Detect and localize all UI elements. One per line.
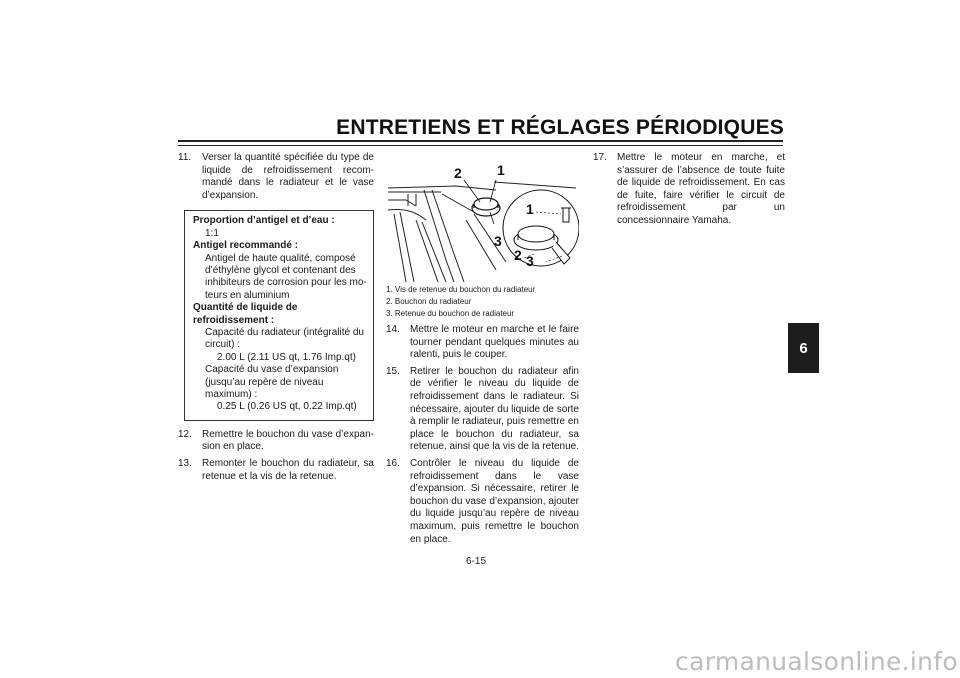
watermark: carmanualsonline.info xyxy=(675,647,958,676)
step-text: Verser la quantité spécifiée du type de liquide de refroidissement recommandé dans le radiateur et le vase d’expansion. xyxy=(202,152,374,201)
step-number: 13. xyxy=(178,458,192,470)
step-number: 12. xyxy=(178,428,192,440)
spec-antifreeze-label: Antigel recommandé : xyxy=(193,240,299,252)
detail-callout-2: 2 xyxy=(514,247,522,263)
column-right xyxy=(593,152,785,232)
spec-ratio-label: Proportion d’antigel et d’eau : xyxy=(193,215,335,227)
spec-quantity-label-1: Quantité de liquide de xyxy=(193,302,298,314)
spec-radiator-value: 2.00 L (2.11 US qt, 1.76 Imp.qt) xyxy=(217,351,356,363)
radiator-cap-drawing xyxy=(386,150,579,282)
step-12 xyxy=(178,429,374,454)
callout-3: 3 xyxy=(494,233,502,249)
step-text: Retirer le bouchon du radiateur afin de vérifier le niveau du liquide de refroidissement dans le radiateur. Si nécessaire, ajouter du liquide de sorte à remplir le radiateur, puis remettre en place le bouchon du radiateur, sa retenue, ainsi que la vis de la retenue. xyxy=(410,365,579,453)
spec-quantity-label-2: refroidissement : xyxy=(193,314,275,326)
column-middle xyxy=(386,150,579,550)
figure-caption xyxy=(386,284,579,320)
step-15 xyxy=(386,366,579,454)
chapter-tab: 6 xyxy=(788,323,819,373)
radiator-cap-illustration xyxy=(386,150,579,282)
header-rule-thin xyxy=(178,145,783,146)
detail-callout-1: 1 xyxy=(526,201,534,217)
step-text: Remonter le bouchon du radiateur, sa retenue et la vis de la retenue. xyxy=(202,458,374,482)
callout-2: 2 xyxy=(454,165,462,181)
step-number: 16. xyxy=(386,457,400,469)
detail-callout-3: 3 xyxy=(526,253,534,269)
step-text: Mettre le moteur en marche et le faire tourner pendant quelques minutes au ralenti, puis le couper. xyxy=(410,324,579,361)
step-16 xyxy=(386,458,579,546)
step-17 xyxy=(593,152,785,228)
step-14 xyxy=(386,324,579,362)
callout-1: 1 xyxy=(497,162,505,178)
caption-line-3: 3. Retenue du bouchon de radiateur xyxy=(386,309,515,318)
specification-box xyxy=(184,210,374,421)
step-number: 11. xyxy=(178,152,192,163)
caption-line-2: 2. Bouchon du radiateur xyxy=(386,297,472,306)
step-number: 14. xyxy=(386,324,400,335)
step-text: Contrôler le niveau du liquide de refroidissement dans le vase d’expansion. Si nécessaire, retirer le bouchon du vase d’expansion, ajouter du liquide jusqu’au repère de niveau maximum, puis remettre le bouchon en place. xyxy=(410,457,579,545)
page-number: 6-15 xyxy=(466,556,487,567)
step-number: 17. xyxy=(593,152,607,163)
spec-ratio-value: 1:1 xyxy=(205,227,219,239)
step-text: Mettre le moteur en marche, et s’assurer de l’absence de toute fuite de liquide de refroidissement. En cas de fuite, faire vérifier le circuit de refroidissement par un concessionnaire Yamaha. xyxy=(617,152,785,226)
step-number: 15. xyxy=(386,365,400,377)
page-header-title: ENTRETIENS ET RÉGLAGES PÉRIODIQUES xyxy=(336,116,784,139)
caption-line-1: 1. Vis de retenue du bouchon du radiateur xyxy=(386,285,536,294)
spec-reservoir-value: 0.25 L (0.26 US qt, 0.22 Imp.qt) xyxy=(217,401,357,413)
spec-reservoir-capacity: Capacité du vase d’expansion (jusqu’au repère de niveau maximum) : xyxy=(205,364,339,401)
spec-radiator-capacity: Capacité du radiateur (intégralité du circuit) : xyxy=(205,327,364,351)
spec-antifreeze-value: Antigel de haute qualité, composé d’éthylène glycol et contenant des inhibiteurs de corrosion pour les moteurs en aluminium xyxy=(205,252,367,301)
step-11 xyxy=(178,152,374,202)
column-left xyxy=(178,152,374,487)
step-13 xyxy=(178,458,374,483)
step-text: Remettre le bouchon du vase d’expansion en place. xyxy=(202,428,374,453)
header-rule-thick xyxy=(178,140,783,142)
